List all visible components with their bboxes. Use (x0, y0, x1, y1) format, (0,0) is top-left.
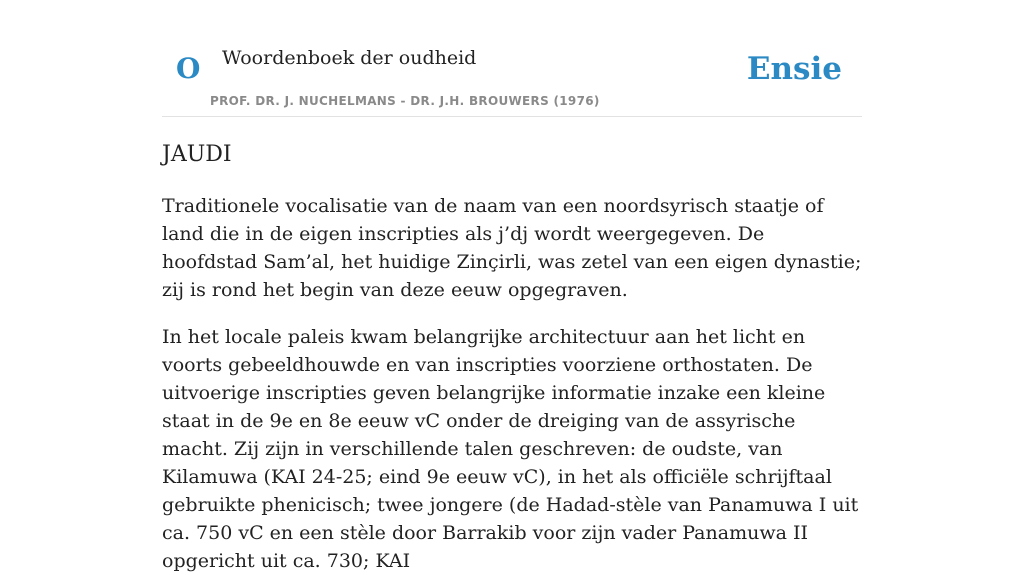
book-title-link[interactable]: Woordenboek der oudheid (222, 47, 477, 69)
letter-badge[interactable]: O (176, 52, 201, 85)
entry-title: JAUDI (162, 142, 232, 167)
book-authors: PROF. DR. J. NUCHELMANS - DR. J.H. BROUWERS (1976) (210, 94, 600, 108)
page (162, 0, 862, 572)
entry-header (162, 0, 862, 117)
entry-paragraph-2: In het locale paleis kwam belangrijke architectuur aan het licht en voorts gebeeldhouwde en van inscripties voorziene orthostaten. De uitvoerige inscripties geven belangrijke informatie inzake een kleine staat in de 9e en 8e eeuw vC onder de dreiging van de assyrische macht. Zij zijn in verschillende talen geschreven: de oudste, van Kilamuwa (KAI 24-25; eind 9e eeuw vC), in het als officiële schrijftaal gebruikte phenicisch; twee jongere (de Hadad-stèle van Panamuwa I uit ca. 750 vC en een stèle door Barrakib voor zijn vader Panamuwa II opgericht uit ca. 730; KAI (162, 326, 859, 572)
entry-paragraph-1: Traditionele vocalisatie van de naam van een noordsyrisch staatje of land die in de eigen inscripties als j’dj wordt weergegeven. De hoofdstad Sam’al, het huidige Zinçirli, was zetel van een eigen dynastie; zij is rond het begin van deze eeuw opgegraven. (162, 195, 862, 301)
ensie-logo-link[interactable]: Ensie (746, 51, 842, 87)
